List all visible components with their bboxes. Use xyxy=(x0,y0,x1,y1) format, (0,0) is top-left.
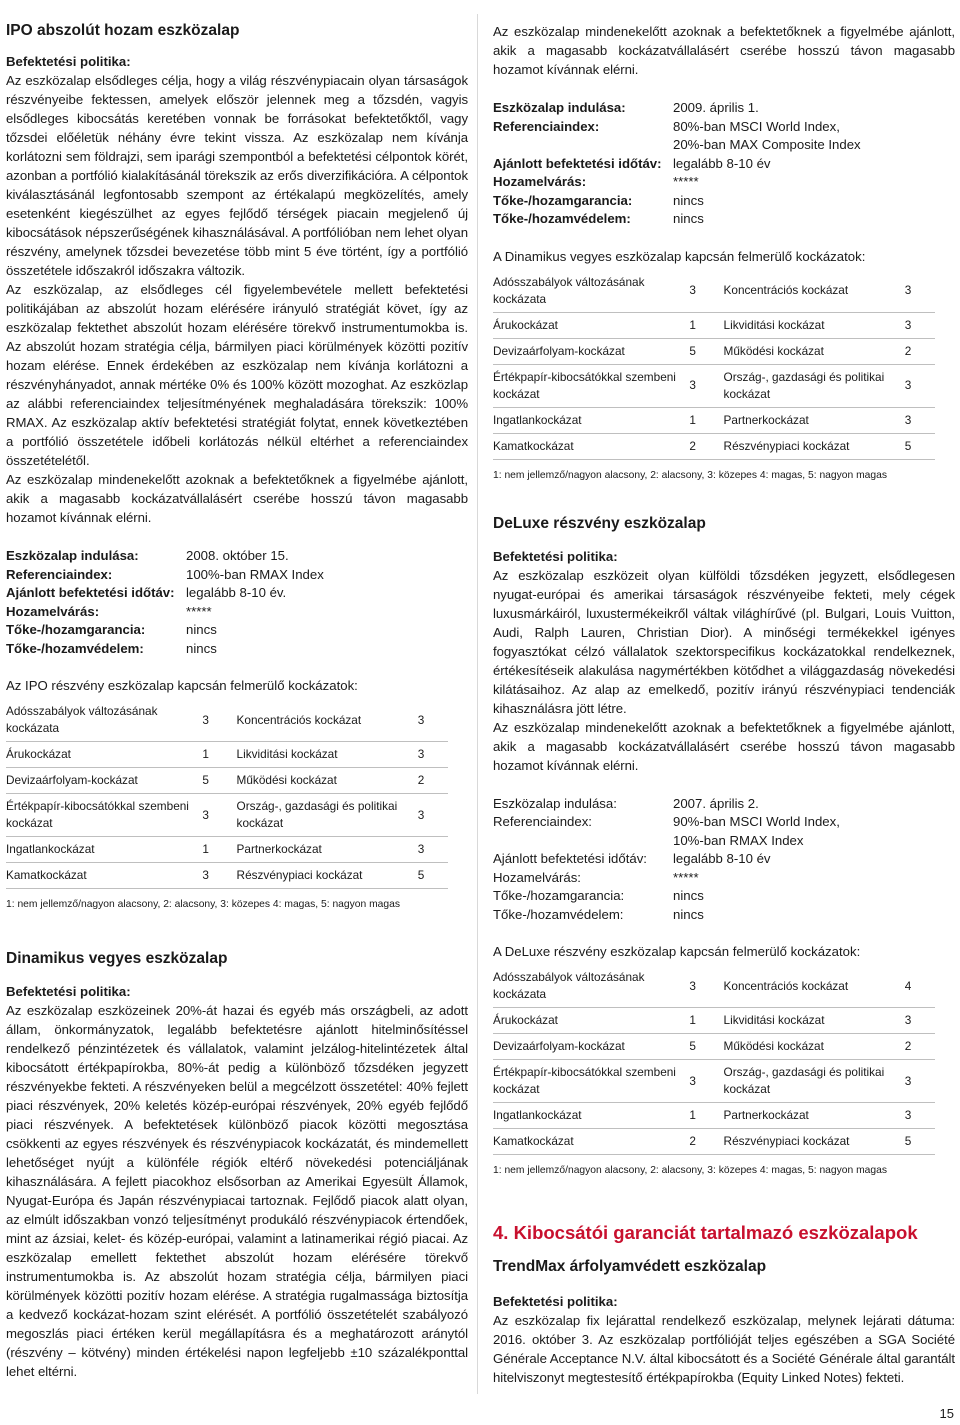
table-row xyxy=(6,794,448,837)
risk-name: Likviditási kockázat xyxy=(724,1008,905,1034)
risk-name: Árukockázat xyxy=(6,742,202,768)
fact-row xyxy=(493,118,955,137)
risk-value: 1 xyxy=(689,312,723,338)
fact-key xyxy=(493,832,673,851)
risk-name: Ingatlankockázat xyxy=(493,1103,689,1129)
fact-key: Hozamelvárás: xyxy=(493,869,581,885)
risk-name: Likviditási kockázat xyxy=(724,312,905,338)
risk-name: Devizaárfolyam-kockázat xyxy=(493,1034,689,1060)
fact-key: Referenciaindex: xyxy=(6,566,113,582)
risk-value: 3 xyxy=(418,837,448,863)
risk-name: Likviditási kockázat xyxy=(237,742,418,768)
fact-value: nincs xyxy=(186,640,217,656)
risk-value: 1 xyxy=(689,1008,723,1034)
risk-value: 5 xyxy=(905,1129,935,1155)
table-row xyxy=(6,837,448,863)
risk-name: Devizaárfolyam-kockázat xyxy=(6,768,202,794)
left-column xyxy=(6,22,468,1381)
fact-key: Ajánlott befektetési időtáv: xyxy=(493,155,662,171)
risk-name: Ország-, gazdasági és politikai kockázat xyxy=(724,1060,905,1103)
table-row xyxy=(6,768,448,794)
fact-value: 2007. április 2. xyxy=(673,795,759,811)
risk-name: Kamatkockázat xyxy=(493,433,689,459)
fact-value: 90%-ban MSCI World Index, xyxy=(673,814,840,829)
risk-name: Kamatkockázat xyxy=(493,1129,689,1155)
dinamikus-facts xyxy=(493,99,955,229)
risk-value: 3 xyxy=(905,270,935,313)
risk-name: Értékpapír-kibocsátókkal szembeni kockázat xyxy=(493,1060,689,1103)
risk-value: 2 xyxy=(418,768,448,794)
table-row xyxy=(493,1008,935,1034)
fact-key: Referenciaindex: xyxy=(493,118,600,134)
dinamikus-fund-title: Dinamikus vegyes eszközalap xyxy=(6,950,228,967)
fact-key: Tőke-/hozamgarancia: xyxy=(6,622,146,637)
table-row xyxy=(493,407,935,433)
fact-row xyxy=(493,887,955,906)
deluxe-risk-legend: 1: nem jellemző/nagyon alacsony, 2: alacsony, 3: közepes 4: magas, 5: nagyon magas xyxy=(493,1165,887,1176)
risk-value: 5 xyxy=(689,1034,723,1060)
risk-value: 5 xyxy=(689,338,723,364)
risk-name: Részvénypiaci kockázat xyxy=(237,863,418,889)
deluxe-risk-table xyxy=(493,965,935,1155)
table-row xyxy=(493,1129,935,1155)
risk-value: 3 xyxy=(689,965,723,1008)
fact-row xyxy=(493,155,955,174)
risk-value: 1 xyxy=(202,837,236,863)
fact-key: Tőke-/hozamvédelem: xyxy=(493,906,624,922)
risk-value: 4 xyxy=(905,965,935,1008)
fact-key: Ajánlott befektetési időtáv: xyxy=(6,585,175,600)
fact-value: 2009. április 1. xyxy=(673,100,759,115)
risk-value: 1 xyxy=(689,407,723,433)
risk-name: Működési kockázat xyxy=(237,768,418,794)
table-row xyxy=(493,965,935,1008)
fact-row xyxy=(493,136,955,155)
risk-value: 3 xyxy=(202,699,236,742)
dinamikus-risk-legend: 1: nem jellemző/nagyon alacsony, 2: alacsony, 3: közepes 4: magas, 5: nagyon magas xyxy=(493,469,887,481)
fact-value: legalább 8-10 év xyxy=(673,155,771,171)
fact-row xyxy=(6,621,468,640)
fact-key: Tőke-/hozamgarancia: xyxy=(493,888,625,903)
table-row xyxy=(493,433,935,459)
fact-row xyxy=(6,566,468,585)
risk-value: 1 xyxy=(202,742,236,768)
table-row xyxy=(493,312,935,338)
ipo-risk-title: Az IPO részvény eszközalap kapcsán felmerülő kockázatok: xyxy=(6,678,358,693)
fact-row xyxy=(493,192,955,211)
fact-row xyxy=(493,850,955,869)
risk-name: Ország-, gazdasági és politikai kockázat xyxy=(237,794,418,837)
risk-value: 3 xyxy=(418,742,448,768)
risk-name: Adósszabályok változásának kockázata xyxy=(6,699,202,742)
risk-name: Partnerkockázat xyxy=(237,837,418,863)
fact-key: Ajánlott befektetési időtáv: xyxy=(493,851,647,866)
fact-row xyxy=(493,173,955,192)
risk-name: Koncentrációs kockázat xyxy=(237,699,418,742)
table-row xyxy=(493,364,935,407)
table-row xyxy=(493,1103,935,1129)
fact-value: ***** xyxy=(186,603,212,619)
fact-value: nincs xyxy=(673,211,704,226)
deluxe-risk-title: A DeLuxe részvény eszközalap kapcsán felmerülő kockázatok: xyxy=(493,944,861,959)
trendmax-policy-text: Az eszközalap fix lejárattal rendelkező eszközalap, melynek lejárati dátuma: 2016. október 3. Az eszközalap portfólióját teljes egészében a SGA Société Générale Acceptance N.V. által kibocsátott és a Société Générale által garantált hitelviszonyt megtestesítő értékpapírokba (Equity Linked Notes) fekteti. xyxy=(493,1313,955,1385)
risk-value: 3 xyxy=(905,312,935,338)
risk-value: 2 xyxy=(689,433,723,459)
fact-row xyxy=(493,869,955,888)
trendmax-fund-title: TrendMax árfolyamvédett eszközalap xyxy=(493,1258,767,1275)
risk-value: 3 xyxy=(905,1008,935,1034)
risk-name: Árukockázat xyxy=(493,312,689,338)
fact-value: legalább 8-10 év xyxy=(673,851,771,866)
ipo-risk-legend: 1: nem jellemző/nagyon alacsony, 2: alacsony, 3: közepes 4: magas, 5: nagyon magas xyxy=(6,899,400,910)
ipo-policy-text-3: Az eszközalap mindenekelőtt azoknak a befektetőknek a figyelmébe ajánlott, akik a magasabb kockázatvállalásért cserébe hosszú távon magasabb hozamot kívánnak elérni. xyxy=(6,472,468,525)
risk-value: 2 xyxy=(905,1034,935,1060)
risk-value: 2 xyxy=(905,338,935,364)
deluxe-facts xyxy=(493,795,955,925)
fact-value: ***** xyxy=(673,869,699,885)
ipo-policy-label: Befektetési politika: xyxy=(6,54,131,69)
dinamikus-risk-title: A Dinamikus vegyes eszközalap kapcsán felmerülő kockázatok: xyxy=(493,248,866,264)
fact-key: Eszközalap indulása: xyxy=(493,100,626,115)
ipo-policy-text-2: Az eszközalap, az elsődleges cél figyelembevétele mellett befektetési politikájában az abszolút hozam elérésére irányuló stratégiát követ, így az eszközalap fektethet abszolút hozam elérésére törekvő instrumentumokba is. Az abszolút hozam stratégia célja, bármilyen piaci körülmények közötti pozitív hozam elérése. Ennek érdekében az eszközalap nem kívánja korlátozni a részvényhányadot, annak mértéke 0% és 100% között mozoghat. Az eszközlap az alábbi referenciaindex teljesítményének meghaladására törekszik: 100% RMAX. Az eszközalap aktív befektetési stratégiát folytat, ennek következtében a portfólió összetétele időbeli korlátozás nélkül eltérhet a referenciaindex összetételétől. xyxy=(6,282,468,468)
fact-row xyxy=(493,795,955,814)
dinamikus-policy-text-cont: Az eszközalap mindenekelőtt azoknak a befektetőknek a figyelmébe ajánlott, akik a magasabb kockázatvállalásért cserébe hosszú távon magasabb hozamot kívánnak elérni. xyxy=(493,24,955,77)
fact-key: Hozamelvárás: xyxy=(493,174,587,189)
risk-name: Árukockázat xyxy=(493,1008,689,1034)
fact-row xyxy=(493,813,955,832)
right-column xyxy=(493,22,955,1387)
deluxe-policy-text: Az eszközalap eszközeit olyan külföldi tőzsdéken jegyzett, elsődlegesen nyugat-európai és amerikai társaságok részvényeibe fekteti, mely cégek luxusmárkáiról, luxustermékeikről váltak világhírűvé (pl. Bulgari, Louis Vuitton, Audi, Ralph Lauren, Christian Dior). A minőségi termékekkel igényes fogyasztókat célzó vállalatok szektorspecifikus kockázatokkal rendelkeznek, értékesítéseik alakulása nagymértékben kötődhet a világgazdaság növekedési kilátásaihoz. Az alap az emelkedő, pozitív irányú részvénypiaci tendenciák kihasználásra jött létre. xyxy=(493,567,955,716)
risk-value: 2 xyxy=(689,1129,723,1155)
risk-value: 3 xyxy=(202,863,236,889)
risk-name: Részvénypiaci kockázat xyxy=(724,433,905,459)
risk-name: Partnerkockázat xyxy=(724,1103,905,1129)
fact-value: 80%-ban MSCI World Index, xyxy=(673,118,840,134)
risk-name: Partnerkockázat xyxy=(724,407,905,433)
fact-row xyxy=(493,906,955,925)
risk-name: Működési kockázat xyxy=(724,1034,905,1060)
fact-row xyxy=(6,640,468,659)
fact-key: Eszközalap indulása: xyxy=(493,795,617,811)
fact-row xyxy=(493,210,955,229)
risk-value: 3 xyxy=(905,1060,935,1103)
risk-name: Értékpapír-kibocsátókkal szembeni kockázat xyxy=(493,364,689,407)
fact-value: 10%-ban RMAX Index xyxy=(673,832,804,848)
risk-value: 3 xyxy=(202,794,236,837)
risk-value: 1 xyxy=(689,1103,723,1129)
risk-value: 3 xyxy=(689,1060,723,1103)
fact-row xyxy=(6,603,468,622)
risk-value: 5 xyxy=(905,433,935,459)
fact-key xyxy=(493,136,673,155)
column-divider xyxy=(477,14,478,1394)
page-number: 15 xyxy=(939,1406,954,1421)
fact-value: 20%-ban MAX Composite Index xyxy=(673,137,861,152)
table-row xyxy=(493,270,935,313)
risk-value: 5 xyxy=(202,768,236,794)
deluxe-policy-label: Befektetési politika: xyxy=(493,548,618,564)
risk-value: 5 xyxy=(418,863,448,889)
fact-value: nincs xyxy=(673,192,704,208)
fact-key: Hozamelvárás: xyxy=(6,603,100,619)
table-row xyxy=(493,1060,935,1103)
fact-value: legalább 8-10 év. xyxy=(186,585,287,600)
fact-key: Tőke-/hozamvédelem: xyxy=(493,211,631,226)
dinamikus-policy-text: Az eszközalap eszközeinek 20%-át hazai és egyéb más országbeli, az adott állam, önkormányzatok, legalább befektetésre ajánlott hitelminősítéssel rendelkező pénzintézetek és vállalatok, valamint jelzálog-hitelintézetek által kibocsátott értékpapírokba, 80%-át pedig a különböző tőzsdéken jegyzett részvényekbe fekteti. A részvényeken belül a megcélzott összetétel: 40% fejlett piaci részvények, 20% keletés közép-európai részvények, 20% egyéb fejlődő piaci részvények. A befektetések különböző piacok közötti megosztása csökkenti az egyes részvények és részvénypiacok kockázatát, és mindemellett lehetőséget nyújt a különféle régiók eltérő növekedési potenciáljának kihasználására. A fejlett piacokhoz elsősorban az Amerikai Egyesült Államok, Nyugat-Európa és Japán részvénypiacai tartoznak. Fejlődő piacok alatt olyan, az elmúlt időszakban vonzó teljesítményt produkáló részvénypiacok értendőek, mint az ázsiai, kelet- és közép-európai, valamint a latinamerikai régió piacai. Az eszközalap emellett fektethet abszolút hozam elérésére törekvő instrumentumokba is. Az abszolút hozam stratégia célja, bármilyen piaci körülmények közötti pozitív hozam elérése. A stratégia rugalmassága biztosítja a kedvező kockázat-hozam szint elérését. A portfólió összetételét szabályozó megoszlás piaci értéken kerül megállapításra és a meghatározott aránytól (részvény – kötvény) minden értékelési napon legfeljebb ±10 százalékponttal lehet eltérni. xyxy=(6,1003,468,1379)
fact-value: 100%-ban RMAX Index xyxy=(186,566,324,582)
fact-value: nincs xyxy=(673,906,704,922)
risk-name: Ország-, gazdasági és politikai kockázat xyxy=(724,364,905,407)
fact-row xyxy=(6,584,468,603)
fact-key: Referenciaindex: xyxy=(493,814,592,829)
deluxe-policy-text-2: Az eszközalap mindenekelőtt azoknak a befektetőknek a figyelmébe ajánlott, akik a magasabb kockázatvállalásért cserébe hosszú távon magasabb hozamot kívánnak elérni. xyxy=(493,719,955,773)
fact-key: Tőke-/hozamgarancia: xyxy=(493,192,633,208)
fact-row xyxy=(493,832,955,851)
risk-name: Kamatkockázat xyxy=(6,863,202,889)
fact-row xyxy=(493,99,955,118)
risk-name: Koncentrációs kockázat xyxy=(724,965,905,1008)
risk-name: Ingatlankockázat xyxy=(6,837,202,863)
risk-name: Ingatlankockázat xyxy=(493,407,689,433)
ipo-risk-table xyxy=(6,699,448,889)
risk-name: Adósszabályok változásának kockázata xyxy=(493,965,689,1008)
risk-name: Értékpapír-kibocsátókkal szembeni kockázat xyxy=(6,794,202,837)
risk-name: Működési kockázat xyxy=(724,338,905,364)
risk-value: 3 xyxy=(905,407,935,433)
risk-value: 3 xyxy=(905,364,935,407)
risk-value: 3 xyxy=(418,699,448,742)
dinamikus-risk-table xyxy=(493,270,935,460)
risk-value: 3 xyxy=(418,794,448,837)
ipo-policy-text: Az eszközalap elsődleges célja, hogy a világ részvénypiacain olyan társaságok részvényeibe fektessen, amelyek először jelennek meg a tőzsdén, vagyis elsődleges kibocsátás keretében vonnak be forrásokat befektetőktől, vagy tőzsdei előéletük néhány évre tekint vissza. Az eszközalap nem kívánja korlátozni sem földrajzi, sem iparági szempontból a befektetési célpontok körét, azonban a portfólió kialakításánál törekszik az erős diverzifikációra. A célpontok kiválasztásánál legfontosabb szempont az értékalapú megközelítés, amely esetenként kiegészülhet az egyes fejlődő térségek piacain megjelenő új kibocsátások népszerűségének kihasználásával. A portfólióban nem lehet olyan részvény, amelynek tőzsdei bevezetése több mint 5 éve történt, így a portfólió összetétele időszakról időszakra változik. xyxy=(6,73,468,278)
risk-value: 3 xyxy=(689,364,723,407)
deluxe-fund-title: DeLuxe részvény eszközalap xyxy=(493,514,706,532)
table-row xyxy=(6,699,448,742)
dinamikus-policy-label: Befektetési politika: xyxy=(6,984,131,999)
table-row xyxy=(493,1034,935,1060)
section-4-heading: 4. Kibocsátói garanciát tartalmazó eszközalapok xyxy=(493,1222,918,1243)
risk-name: Adósszabályok változásának kockázata xyxy=(493,270,689,313)
risk-name: Részvénypiaci kockázat xyxy=(724,1129,905,1155)
fact-key: Tőke-/hozamvédelem: xyxy=(6,640,144,656)
risk-value: 3 xyxy=(689,270,723,313)
fact-key: Eszközalap indulása: xyxy=(6,548,139,563)
fact-value: ***** xyxy=(673,174,699,189)
risk-name: Koncentrációs kockázat xyxy=(724,270,905,313)
table-row xyxy=(6,742,448,768)
ipo-fund-title: IPO abszolút hozam eszközalap xyxy=(6,22,240,39)
fact-value: nincs xyxy=(186,622,217,637)
risk-name: Devizaárfolyam-kockázat xyxy=(493,338,689,364)
fact-value: nincs xyxy=(673,888,704,903)
trendmax-policy-label: Befektetési politika: xyxy=(493,1294,618,1309)
fact-row xyxy=(6,547,468,566)
ipo-facts xyxy=(6,547,468,658)
fact-value: 2008. október 15. xyxy=(186,548,289,563)
risk-value: 3 xyxy=(905,1103,935,1129)
table-row xyxy=(493,338,935,364)
table-row xyxy=(6,863,448,889)
